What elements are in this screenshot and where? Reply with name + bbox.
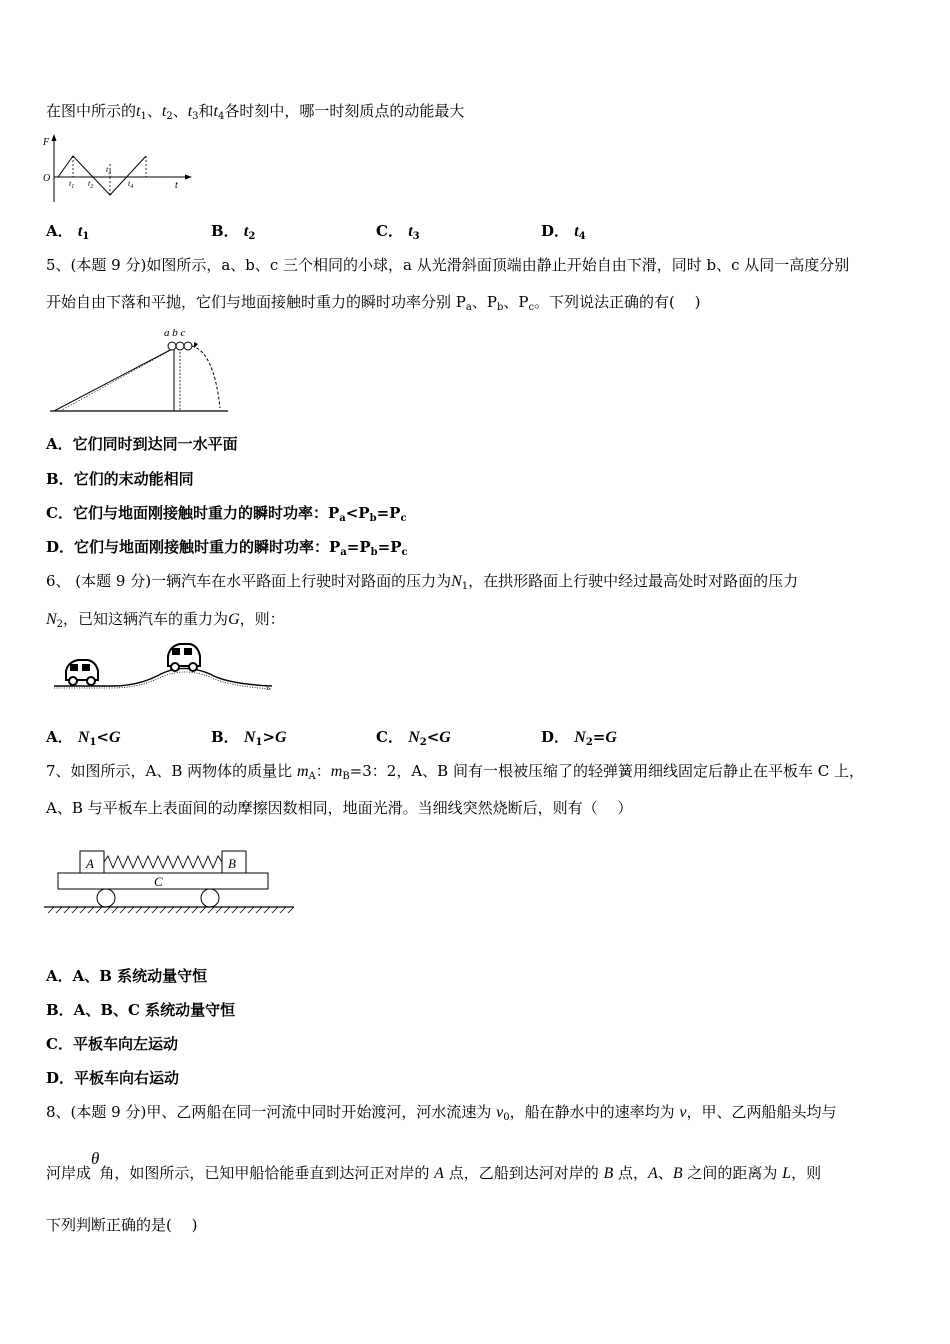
svg-text:s: s bbox=[266, 683, 271, 692]
q6-road-figure bbox=[52, 638, 274, 698]
q7-stem-line1: 7、如图所示，A、B 两物体的质量比 $m_A$：$m_B=3$：2，A、B 间有一根被压缩了的轻弹簧用细线固定后静止在平板车 C 上， bbox=[46, 762, 864, 782]
q5-option-b[interactable]: B．它们的末动能相同 bbox=[46, 470, 194, 488]
graph-O-label: O bbox=[43, 173, 51, 184]
q4-option-a[interactable]: A． $t_1$ bbox=[46, 222, 90, 242]
svg-text:C: C bbox=[154, 874, 163, 889]
q6-option-b[interactable]: B． $N_1>G$ bbox=[211, 728, 287, 748]
svg-text:a b c: a b c bbox=[164, 327, 186, 339]
graph-t2: $t_2$ bbox=[88, 179, 94, 190]
q6-stem-line1: 6、 (本题 9 分)一辆汽车在水平路面上行驶时对路面的压力为$N_1$，在拱形路面上行驶中经过最高处时对路面的压力 bbox=[46, 572, 799, 592]
q5-stem-line1: 5、(本题 9 分)如图所示，a、b、c 三个相同的小球，a 从光滑斜面顶端由静止开始自由下滑，同时 b、c 从同一高度分别 bbox=[46, 256, 850, 274]
graph-t1: $t_1$ bbox=[69, 179, 75, 190]
q7-cart-figure bbox=[44, 845, 298, 920]
graph-t-label: t bbox=[175, 180, 178, 191]
q8-stem-line3: 下列判断正确的是( ) bbox=[46, 1216, 198, 1234]
q7-option-a[interactable]: A．A、B 系统动量守恒 bbox=[46, 967, 208, 985]
svg-text:A: A bbox=[86, 856, 94, 871]
car-flat-icon bbox=[66, 660, 98, 685]
q8-stem-line2: 河岸成θ角，如图所示，已知甲船恰能垂直到达河正对岸的 A 点，乙船到达河对岸的 B 点，A、B 之间的距离为 L，则 bbox=[46, 1149, 822, 1182]
q7-stem-line2: A、B 与平板车上表面间的动摩擦因数相同，地面光滑。当细线突然烧断后，则有（ ） bbox=[46, 799, 633, 817]
q4-option-d[interactable]: D． $t_4$ bbox=[541, 222, 586, 242]
q7-option-d[interactable]: D．平板车向右运动 bbox=[46, 1069, 180, 1087]
q4-force-time-graph bbox=[40, 130, 200, 210]
graph-t3: $t_3$ bbox=[106, 165, 112, 176]
q5-option-a[interactable]: A．它们同时到达同一水平面 bbox=[46, 435, 238, 453]
q4-stem: 在图中所示的$t_1$、$t_2$、$t_3$和$t_4$各时刻中，哪一时刻质点的动能最大 bbox=[46, 102, 465, 122]
car-hill-icon bbox=[168, 644, 200, 671]
theta-symbol: θ bbox=[91, 1149, 100, 1168]
q8-stem-line1: 8、(本题 9 分)甲、乙两船在同一河流中同时开始渡河，河水流速为 $v_0$，船在静水中的速率均为 v，甲、乙两船船头均与 bbox=[46, 1103, 837, 1123]
q6-option-d[interactable]: D． $N_2=G$ bbox=[541, 728, 617, 748]
q5-stem-line2: 开始自由下落和平抛，它们与地面接触时重力的瞬时功率分别 $P_a$、$P_b$、$P_c$。下列说法正确的有( ) bbox=[46, 293, 701, 313]
q5-option-d[interactable]: D．它们与地面刚接触时重力的瞬时功率：$P_a=P_b=P_c$ bbox=[46, 538, 408, 558]
q4-option-b[interactable]: B． $t_2$ bbox=[211, 222, 256, 242]
graph-t4: $t_4$ bbox=[128, 179, 134, 190]
q4-option-c[interactable]: C． $t_3$ bbox=[376, 222, 420, 242]
q6-option-a[interactable]: A． $N_1<G$ bbox=[46, 728, 121, 748]
graph-F-label: F bbox=[43, 137, 50, 148]
q6-stem-line2: $N_2$，已知这辆汽车的重力为G，则： bbox=[46, 610, 285, 630]
q7-option-b[interactable]: B．A、B、C 系统动量守恒 bbox=[46, 1001, 236, 1019]
q5-option-c[interactable]: C．它们与地面刚接触时重力的瞬时功率：$P_a<P_b=P_c$ bbox=[46, 504, 407, 524]
q5-incline-figure bbox=[46, 322, 236, 417]
q7-option-c[interactable]: C．平板车向左运动 bbox=[46, 1035, 178, 1053]
svg-text:B: B bbox=[228, 856, 236, 871]
q6-option-c[interactable]: C． $N_2<G$ bbox=[376, 728, 451, 748]
